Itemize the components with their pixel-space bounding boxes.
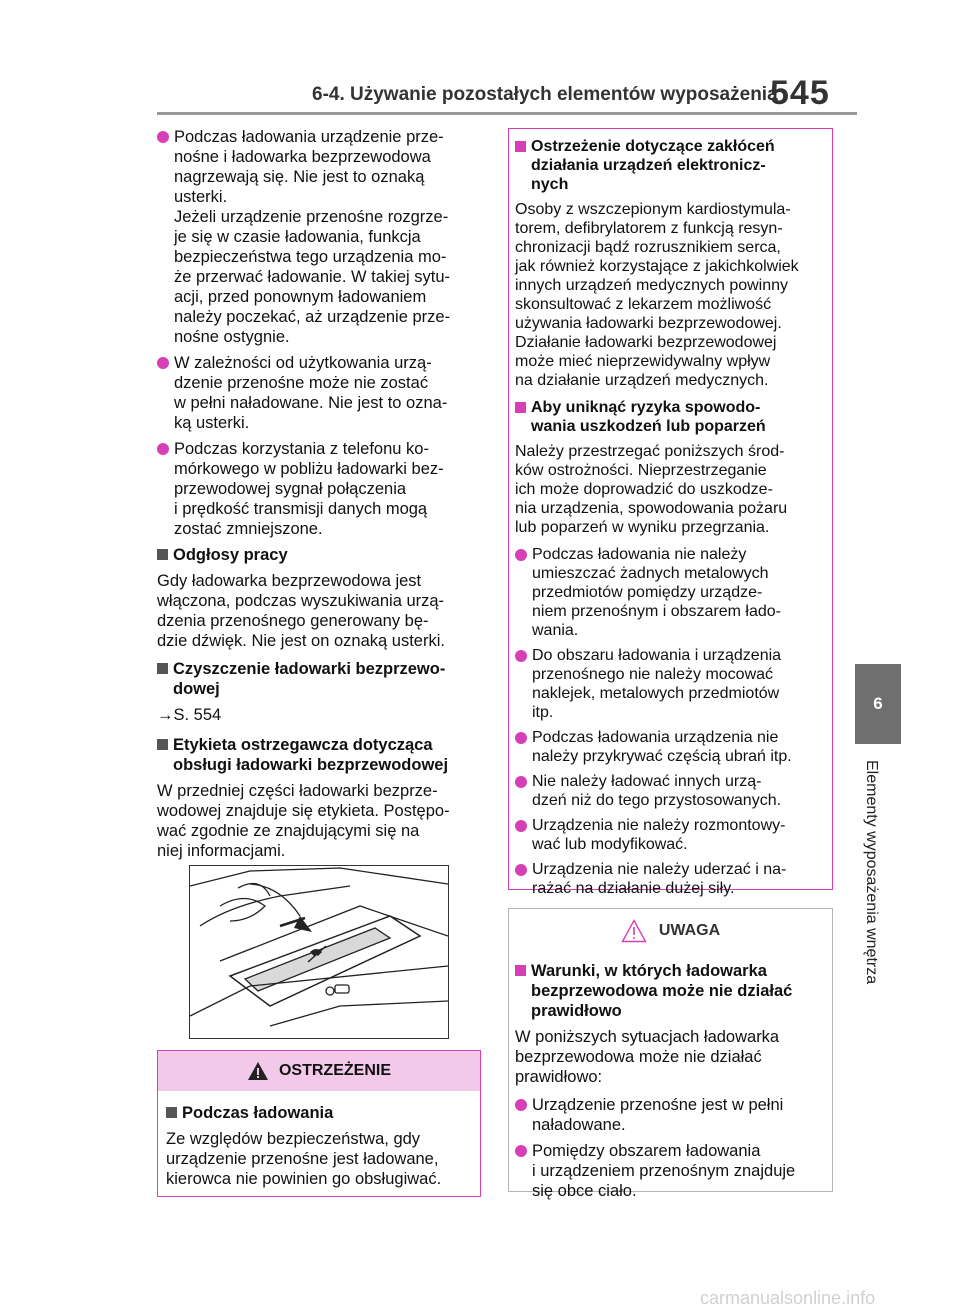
bullet-dot-icon bbox=[515, 864, 527, 876]
bullet-dot-icon bbox=[157, 443, 169, 455]
wireless-charger-illustration bbox=[189, 865, 449, 1039]
list-item: Pomiędzy obszarem ładowania i urządzeniem przenośnym znajduje się obce ciało. bbox=[515, 1141, 826, 1201]
watermark: carmanualsonline.info bbox=[700, 1288, 876, 1308]
text-line: przewodowej sygnał połączenia bbox=[174, 480, 407, 498]
list-item: Do obszaru ładowania i urządzenia przenośnego nie należy mocować naklejek, metalowych przedmiotów itp. bbox=[515, 646, 826, 722]
warning-text: Ze względów bezpieczeństwa, gdy urządzenie przenośne jest ładowane, kierowca nie powinien go obsługiwać. bbox=[166, 1130, 442, 1188]
bullet-dot-icon bbox=[515, 549, 527, 561]
text-line: nośne i ładowarka bezprzewodowa bbox=[174, 148, 431, 166]
heading-damage: Aby uniknąć ryzyka spowodo- wania uszkodzeń lub poparzeń bbox=[515, 398, 826, 436]
text-line: Jeżeli urządzenie przenośne rozgrze- bbox=[174, 208, 449, 226]
note-title: UWAGA bbox=[658, 922, 721, 939]
list-item bbox=[157, 439, 479, 539]
text-line: że przerwać ładowanie. W takiej sytu- bbox=[174, 268, 451, 286]
text-line: je się w czasie ładowania, funkcja bbox=[174, 228, 421, 246]
text-line: ką usterki. bbox=[174, 414, 250, 432]
caution-box bbox=[508, 128, 833, 897]
chapter-title: Elementy wyposażenia wnętrza bbox=[863, 760, 880, 985]
square-bullet-icon bbox=[515, 141, 526, 152]
text-line: zostać zmniejszone. bbox=[174, 520, 323, 538]
chapter-number: 6 bbox=[873, 694, 883, 713]
heading-label: Etykieta ostrzegawcza dotycząca obsługi ładowarki bezprzewodowej bbox=[157, 735, 479, 775]
text-line: usterki. bbox=[174, 188, 228, 206]
note-header bbox=[509, 909, 832, 953]
text-line: i prędkość transmisji danych mogą bbox=[174, 500, 428, 518]
warning-heading: Podczas ładowania bbox=[166, 1103, 472, 1123]
list-item: Nie należy ładować innych urzą- dzeń niż do tego przystosowanych. bbox=[515, 772, 826, 810]
square-bullet-icon bbox=[515, 965, 526, 976]
list-item: Podczas ładowania nie należy umieszczać żadnych metalowych przedmiotów pomiędzy urządze- niem przenośnym i obszarem łado- wania. bbox=[515, 545, 826, 640]
bullet-dot-icon bbox=[515, 650, 527, 662]
warning-header bbox=[158, 1051, 480, 1091]
paragraph-damage: Należy przestrzegać poniższych środ- ków ostrożności. Nieprzestrzeganie ich może doprowadzić do uszkodze- nia urządzenia, spowodowania pożaru lub poparzeń w wyniku przegrzania. bbox=[515, 443, 788, 536]
list-item bbox=[157, 353, 479, 433]
text-line: acji, przed ponownym ładowaniem bbox=[174, 288, 427, 306]
text-line: mórkowego w pobliżu ładowarki bez- bbox=[174, 460, 444, 478]
paragraph-noise: Gdy ładowarka bezprzewodowa jest włączona, podczas wyszukiwania urzą- dzenia przenośnego generowany bę- dzie dźwięk. Nie jest on oznaką usterki. bbox=[157, 572, 445, 650]
square-bullet-icon bbox=[166, 1107, 177, 1118]
chapter-tab[interactable] bbox=[855, 664, 901, 744]
square-bullet-icon bbox=[157, 549, 168, 560]
text-line: bezpieczeństwa tego urządzenia mo- bbox=[174, 248, 447, 266]
warning-box bbox=[157, 1050, 481, 1197]
note-paragraph: W poniższych sytuacjach ładowarka bezprzewodowa może nie działać prawidłowo: bbox=[515, 1028, 780, 1086]
text-line: dzenie przenośne może nie zostać bbox=[174, 374, 429, 392]
page-number: 545 bbox=[770, 74, 830, 112]
list-item: Podczas ładowania urządzenia nie należy przykrywać częścią ubrań itp. bbox=[515, 728, 826, 766]
text-line: nagrzewają się. Nie jest to oznaką bbox=[174, 168, 425, 186]
caution-triangle-icon bbox=[621, 919, 647, 943]
text-line: Podczas korzystania z telefonu ko- bbox=[174, 440, 429, 458]
square-bullet-icon bbox=[157, 663, 168, 674]
list-item: Urządzenia nie należy uderzać i na- rażać na działanie dużej siły. bbox=[515, 860, 826, 898]
text-line: należy poczekać, aż urządzenie prze- bbox=[174, 308, 451, 326]
text-line: nośne ostygnie. bbox=[174, 328, 290, 346]
text-line: w pełni naładowane. Nie jest to ozna- bbox=[174, 394, 448, 412]
square-bullet-icon bbox=[515, 402, 526, 413]
bullet-dot-icon bbox=[157, 357, 169, 369]
list-item: Urządzenia nie należy rozmontowy- wać lub modyfikować. bbox=[515, 816, 826, 854]
heading-cleaning: Czyszczenie ładowarki bezprzewo- dowej bbox=[157, 659, 479, 699]
page-reference-link[interactable]: →S. 554 bbox=[157, 706, 222, 724]
bullet-dot-icon bbox=[515, 1099, 527, 1111]
header-rule bbox=[157, 112, 857, 115]
note-box bbox=[508, 908, 833, 1200]
paragraph-interference: Osoby z wszczepionym kardiostymula- torem, defibrylatorem z funkcją resyn- chronizacji bądź rozrusznikiem serca, jak również korzystające z jakichkolwiek innych urządzeń medycznych powinny skonsultować z lekarzem możliwość używania ładowarki bezprzewodowej. Działanie ładowarki bezprzewodowej może mieć nieprzewidywalny wpływ na działanie urządzeń medycznych. bbox=[515, 201, 799, 389]
bullet-dot-icon bbox=[515, 776, 527, 788]
paragraph-label: W przedniej części ładowarki bezprze- wodowej znajduje się etykieta. Postępo- wać zgodnie ze znajdującymi się na niej informacjami. bbox=[157, 782, 450, 860]
list-item bbox=[157, 127, 479, 347]
bullet-dot-icon bbox=[157, 131, 169, 143]
warning-title: OSTRZEŻENIE bbox=[278, 1062, 391, 1079]
warning-triangle-icon bbox=[247, 1061, 269, 1081]
bullet-dot-icon bbox=[515, 1145, 527, 1157]
bullet-dot-icon bbox=[515, 732, 527, 744]
section-title: 6-4. Używanie pozostałych elementów wyposażenia bbox=[312, 84, 778, 105]
square-bullet-icon bbox=[157, 739, 168, 750]
left-column bbox=[157, 127, 479, 869]
heading-noise: Odgłosy pracy bbox=[157, 545, 479, 565]
bullet-dot-icon bbox=[515, 820, 527, 832]
list-item: Urządzenie przenośne jest w pełni naładowane. bbox=[515, 1095, 826, 1135]
text-line: Podczas ładowania urządzenie prze- bbox=[174, 128, 444, 146]
heading-interference: Ostrzeżenie dotyczące zakłóceń działania urządzeń elektronicz- nych bbox=[515, 137, 826, 194]
text-line: W zależności od użytkowania urzą- bbox=[174, 354, 432, 372]
note-heading: Warunki, w których ładowarka bezprzewodowa może nie działać prawidłowo bbox=[515, 961, 826, 1021]
